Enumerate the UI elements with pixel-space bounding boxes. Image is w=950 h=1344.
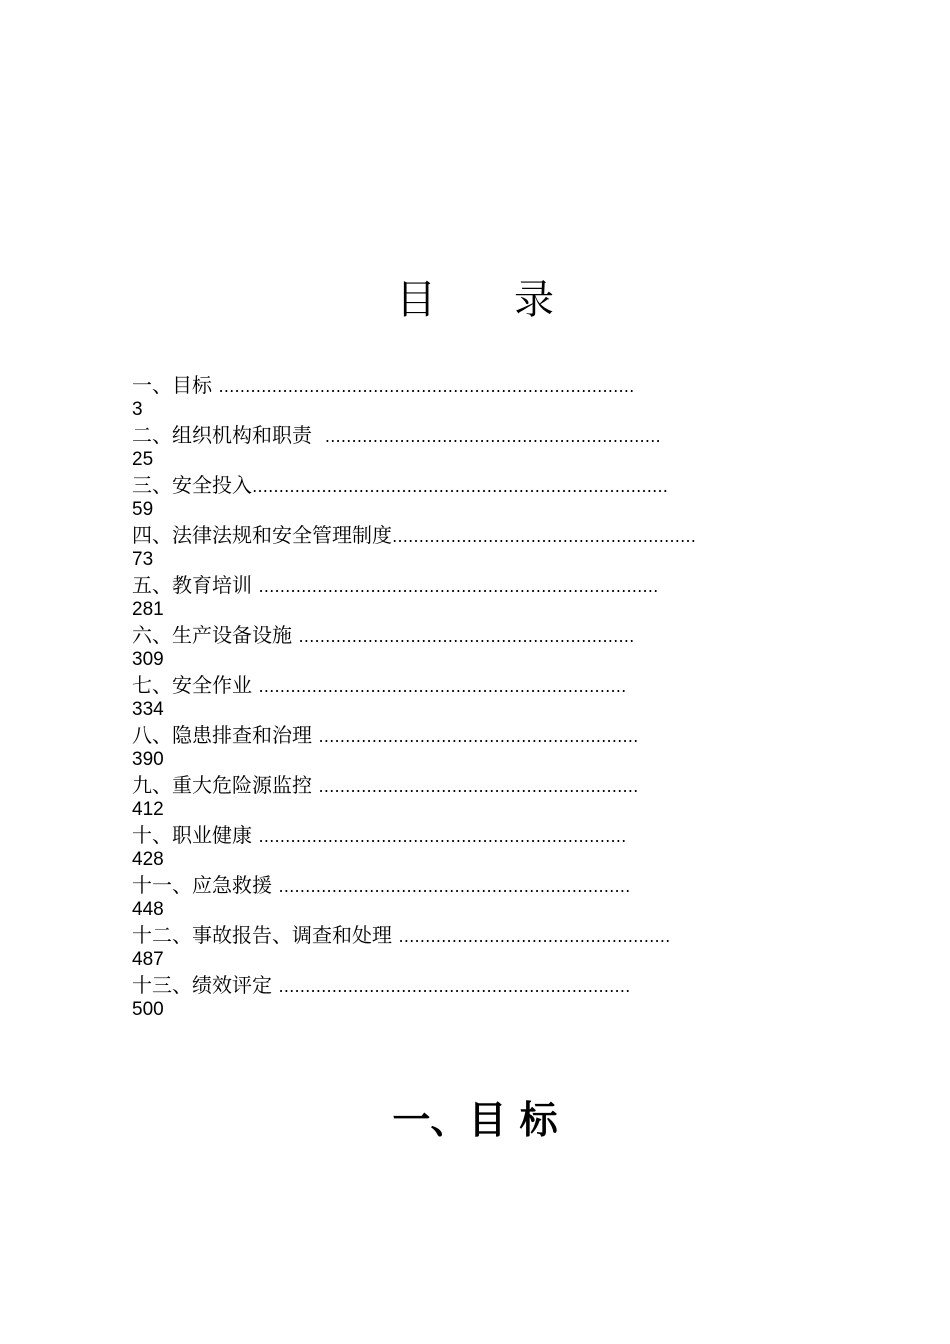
toc-entry-label: 八、隐患排查和治理 xyxy=(132,723,319,747)
toc-entry-label: 十一、应急救援 xyxy=(132,873,279,897)
toc-entry-leader: ………………………………………………… xyxy=(392,527,696,546)
toc-entry[interactable] xyxy=(132,922,822,972)
toc-entry-label: 九、重大危险源监控 xyxy=(132,773,319,797)
table-of-contents xyxy=(132,372,822,1022)
toc-entry-page: 59 xyxy=(132,499,154,520)
toc-entry-page: 73 xyxy=(132,549,154,570)
toc-entry[interactable] xyxy=(132,872,822,922)
toc-entry-page: 334 xyxy=(132,699,164,720)
toc-entry-leader: …………………………………………… xyxy=(398,927,671,946)
toc-entry-page: 3 xyxy=(132,399,143,420)
toc-entry-leader: …………………………………………………………………… xyxy=(218,377,635,396)
toc-entry-page: 25 xyxy=(132,449,154,470)
toc-entry-label: 七、安全作业 xyxy=(132,673,259,697)
toc-entry-leader: ……………………………………………………… xyxy=(298,627,635,646)
toc-entry-label: 三、安全投入 xyxy=(132,473,252,497)
toc-title xyxy=(0,272,950,328)
toc-title-right: 录 xyxy=(514,277,554,323)
toc-entry-page: 309 xyxy=(132,649,164,670)
toc-entry-leader: …………………………………………………… xyxy=(318,777,639,796)
toc-entry[interactable] xyxy=(132,572,822,622)
toc-entry-page: 412 xyxy=(132,799,164,820)
toc-entry[interactable] xyxy=(132,722,822,772)
toc-entry-page: 281 xyxy=(132,599,164,620)
toc-entry-leader: ………………………………………………………… xyxy=(278,977,631,996)
toc-entry-page: 428 xyxy=(132,849,164,870)
toc-entry[interactable] xyxy=(132,522,822,572)
toc-entry-label: 二、组织机构和职责 xyxy=(132,423,325,447)
toc-title-left: 目 xyxy=(396,277,436,323)
toc-entry-page: 448 xyxy=(132,899,164,920)
section-heading: 一、目 标 xyxy=(392,1097,558,1142)
toc-entry-leader: ………………………………………………………… xyxy=(278,877,631,896)
toc-entry-leader: …………………………………………………………………… xyxy=(252,477,668,496)
toc-entry[interactable] xyxy=(132,972,822,1022)
toc-entry-page: 487 xyxy=(132,949,164,970)
toc-entry-label: 六、生产设备设施 xyxy=(132,623,299,647)
toc-entry-label: 四、法律法规和安全管理制度 xyxy=(132,523,392,547)
toc-entry[interactable] xyxy=(132,372,822,422)
toc-entry-leader: ………………………………………………………………… xyxy=(258,577,659,596)
toc-entry[interactable] xyxy=(132,472,822,522)
toc-entry-leader: …………………………………………………………… xyxy=(258,827,627,846)
toc-entry-page: 500 xyxy=(132,999,164,1020)
toc-entry-label: 十、职业健康 xyxy=(132,823,259,847)
toc-entry[interactable] xyxy=(132,822,822,872)
toc-entry-label: 一、目标 xyxy=(132,373,219,397)
toc-entry[interactable] xyxy=(132,672,822,722)
toc-entry[interactable] xyxy=(132,622,822,672)
toc-entry[interactable] xyxy=(132,422,822,472)
toc-entry-label: 五、教育培训 xyxy=(132,573,259,597)
toc-entry-label: 十二、事故报告、调查和处理 xyxy=(132,923,399,947)
toc-entry-leader: …………………………………………………………… xyxy=(258,677,627,696)
toc-entry-page: 390 xyxy=(132,749,164,770)
toc-entry-label: 十三、绩效评定 xyxy=(132,973,279,997)
toc-entry-leader: …………………………………………………… xyxy=(318,727,639,746)
toc-entry-leader: ……………………………………………………… xyxy=(324,427,661,446)
toc-entry[interactable] xyxy=(132,772,822,822)
